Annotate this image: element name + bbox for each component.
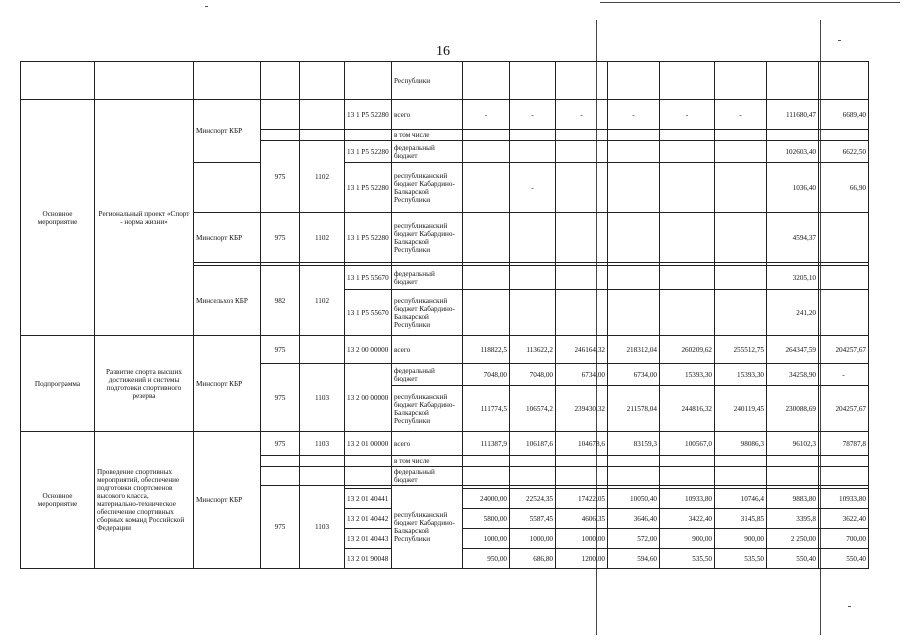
cell-value: 104678,6 xyxy=(556,432,608,456)
cell-value: - xyxy=(819,364,869,386)
cell-kcsr: 13 2 01 00000 xyxy=(345,432,392,456)
cell-value: 204257,67 xyxy=(819,386,869,432)
cell-value: 230088,69 xyxy=(767,386,819,432)
cell-source: федеральный бюджет xyxy=(392,467,463,486)
cell-value: 239430,32 xyxy=(556,386,608,432)
cell-value: 10933,80 xyxy=(819,489,869,509)
cell-value: 550,40 xyxy=(819,549,869,569)
cell-value: 6622,50 xyxy=(819,141,869,163)
cell-value: 96102,3 xyxy=(767,432,819,456)
cell-value: 66,90 xyxy=(819,163,869,213)
cell-source: в том числе xyxy=(392,456,463,467)
scan-dot-2 xyxy=(838,40,841,41)
cell-value: - xyxy=(463,100,510,130)
cell-value: 240119,45 xyxy=(715,386,767,432)
scan-dot-3 xyxy=(848,606,851,607)
cell-grbs: 982 xyxy=(261,266,300,336)
cell-value: 3646,40 xyxy=(608,509,660,529)
cell-kcsr: 13 2 00 00000 xyxy=(345,336,392,364)
cell-source: республиканский бюджет Кабардино-Балкарской Республики xyxy=(392,486,463,569)
page-number: 16 xyxy=(436,44,450,59)
cell-rzpr: 1102 xyxy=(300,213,345,263)
scan-dot-1 xyxy=(205,6,208,7)
cell-value: 218312,04 xyxy=(608,336,660,364)
cell-value: 1000,00 xyxy=(510,529,556,549)
cell-source: в том числе xyxy=(392,130,463,141)
table-row xyxy=(21,100,869,130)
cell-source: республиканский бюджет Кабардино-Балкарской Республики xyxy=(392,386,463,432)
cell-value: - xyxy=(660,100,715,130)
cell-value: 211578,04 xyxy=(608,386,660,432)
cell-value: 111387,9 xyxy=(463,432,510,456)
cell-value: 10933,80 xyxy=(660,489,715,509)
cell-value: - xyxy=(715,100,767,130)
cell-source: федеральный бюджет xyxy=(392,266,463,290)
cell-value: 204257,67 xyxy=(819,336,869,364)
cell-value: - xyxy=(608,100,660,130)
cell-value: 244816,32 xyxy=(660,386,715,432)
cell-value: 535,50 xyxy=(715,549,767,569)
cell-value: 264347,59 xyxy=(767,336,819,364)
cell-kcsr: 13 2 01 40443 xyxy=(345,529,392,549)
cell-rzpr: 1102 xyxy=(300,141,345,213)
cell-rzpr: 1103 xyxy=(300,432,345,456)
cell-value: 6734,00 xyxy=(608,364,660,386)
cell-value: 246164,32 xyxy=(556,336,608,364)
cell-executor: Минспорт КБР xyxy=(194,336,261,432)
cell-source: республиканский бюджет Кабардино-Балкарской Республики xyxy=(392,290,463,336)
cell-kcsr: 13 1 Р5 52280 xyxy=(345,163,392,213)
cell-value: 111774,5 xyxy=(463,386,510,432)
cell-value: 78787,8 xyxy=(819,432,869,456)
cell-value: 113622,2 xyxy=(510,336,556,364)
cell-value: 686,80 xyxy=(510,549,556,569)
cell-value: 4594,37 xyxy=(767,213,819,263)
cell-kcsr: 13 2 00 00000 xyxy=(345,364,392,432)
cell-value: 4606,35 xyxy=(556,509,608,529)
cell-value: 1000,00 xyxy=(463,529,510,549)
cell-value: 900,00 xyxy=(660,529,715,549)
cell-grbs: 975 xyxy=(261,336,300,364)
cell-status: Основное мероприятие xyxy=(21,100,95,336)
cell-value: 106574,2 xyxy=(510,386,556,432)
cell-name: Проведение спортивных мероприятий, обеспечение подготовки спортсменов высокого класса, материально-техническое обеспечение спортивных сборных команд Российской Федерации xyxy=(95,432,194,569)
cell-value: 550,40 xyxy=(767,549,819,569)
cell-grbs: 975 xyxy=(261,486,300,569)
cell-grbs: 975 xyxy=(261,364,300,432)
cell-value: 255512,75 xyxy=(715,336,767,364)
cell-value: 594,60 xyxy=(608,549,660,569)
cell-value: 241,20 xyxy=(767,290,819,336)
cell-value: 5800,00 xyxy=(463,509,510,529)
cell-value: 9883,80 xyxy=(767,489,819,509)
cell-value: 572,00 xyxy=(608,529,660,549)
cell-rzpr: 1102 xyxy=(300,266,345,336)
cell-value: - xyxy=(510,163,556,213)
cell-value: 10746,4 xyxy=(715,489,767,509)
cell-value: 22524,35 xyxy=(510,489,556,509)
cell-kcsr: 13 1 Р5 52280 xyxy=(345,213,392,263)
cell-source: Республики xyxy=(392,62,463,100)
cell-value: 111680,47 xyxy=(767,100,819,130)
cell-value: 102603,40 xyxy=(767,141,819,163)
cell-value: - xyxy=(556,100,608,130)
budget-table xyxy=(20,61,869,569)
cell-value: 1200,00 xyxy=(556,549,608,569)
cell-value: 7048,00 xyxy=(463,364,510,386)
cell-value: 3422,40 xyxy=(660,509,715,529)
cell-value: 17422,05 xyxy=(556,489,608,509)
cell-value: 24000,00 xyxy=(463,489,510,509)
cell-kcsr: 13 1 Р5 55670 xyxy=(345,266,392,290)
cell-value: 260209,62 xyxy=(660,336,715,364)
cell-source: республиканский бюджет Кабардино-Балкарской Республики xyxy=(392,163,463,213)
cell-value: 118822,5 xyxy=(463,336,510,364)
cell-source: республиканский бюджет Кабардино-Балкарской Республики xyxy=(392,213,463,263)
cell-value: 535,50 xyxy=(660,549,715,569)
cell-grbs: 975 xyxy=(261,432,300,456)
cell-value: 15393,30 xyxy=(660,364,715,386)
cell-value: 950,00 xyxy=(463,549,510,569)
cell-kcsr: 13 2 01 40441 xyxy=(345,489,392,509)
cell-value: 700,00 xyxy=(819,529,869,549)
cell-value: 83159,3 xyxy=(608,432,660,456)
cell-kcsr: 13 1 Р5 55670 xyxy=(345,290,392,336)
cell-executor: Минсельхоз КБР xyxy=(194,266,261,336)
cell-value: 6689,40 xyxy=(819,100,869,130)
cell-kcsr: 13 2 01 40442 xyxy=(345,509,392,529)
cell-executor: Минспорт КБР xyxy=(194,213,261,263)
cell-name: Развитие спорта высших достижений и системы подготовки спортивного резерва xyxy=(95,336,194,432)
cell-executor: Минспорт КБР xyxy=(194,432,261,569)
cell-value: 34258,90 xyxy=(767,364,819,386)
cell-value: 3622,40 xyxy=(819,509,869,529)
table-header-row xyxy=(21,62,869,100)
cell-source: федеральный бюджет xyxy=(392,364,463,386)
cell-source: всего xyxy=(392,336,463,364)
cell-value: 5587,45 xyxy=(510,509,556,529)
cell-source: федеральный бюджет xyxy=(392,141,463,163)
cell-kcsr: 13 1 Р5 52280 xyxy=(345,100,392,130)
cell-value: 2 250,00 xyxy=(767,529,819,549)
cell-value: 6734,00 xyxy=(556,364,608,386)
cell-value: 900,00 xyxy=(715,529,767,549)
cell-status: Основное мероприятие xyxy=(21,432,95,569)
cell-status: Подпрограмма xyxy=(21,336,95,432)
cell-executor: Минспорт КБР xyxy=(194,100,261,163)
cell-value: 3395,8 xyxy=(767,509,819,529)
cell-kcsr: 13 2 01 90048 xyxy=(345,549,392,569)
cell-rzpr: 1103 xyxy=(300,486,345,569)
cell-source: всего xyxy=(392,432,463,456)
cell-value: 1036,40 xyxy=(767,163,819,213)
cell-value: 100567,0 xyxy=(660,432,715,456)
table-row xyxy=(21,432,869,456)
cell-value: 1000,00 xyxy=(556,529,608,549)
cell-value: 3205,10 xyxy=(767,266,819,290)
scan-line-top xyxy=(600,2,900,3)
cell-value: 10050,40 xyxy=(608,489,660,509)
cell-source: всего xyxy=(392,100,463,130)
cell-grbs: 975 xyxy=(261,213,300,263)
cell-value: 98086,3 xyxy=(715,432,767,456)
cell-value: 106187,6 xyxy=(510,432,556,456)
cell-kcsr: 13 1 Р5 52280 xyxy=(345,141,392,163)
cell-value: 15393,30 xyxy=(715,364,767,386)
cell-value: - xyxy=(510,100,556,130)
table-row xyxy=(21,336,869,364)
cell-value: 3145,85 xyxy=(715,509,767,529)
cell-name: Региональный проект «Спорт - норма жизни» xyxy=(95,100,194,336)
cell-grbs: 975 xyxy=(261,141,300,213)
cell-rzpr: 1103 xyxy=(300,364,345,432)
cell-value: 7048,00 xyxy=(510,364,556,386)
